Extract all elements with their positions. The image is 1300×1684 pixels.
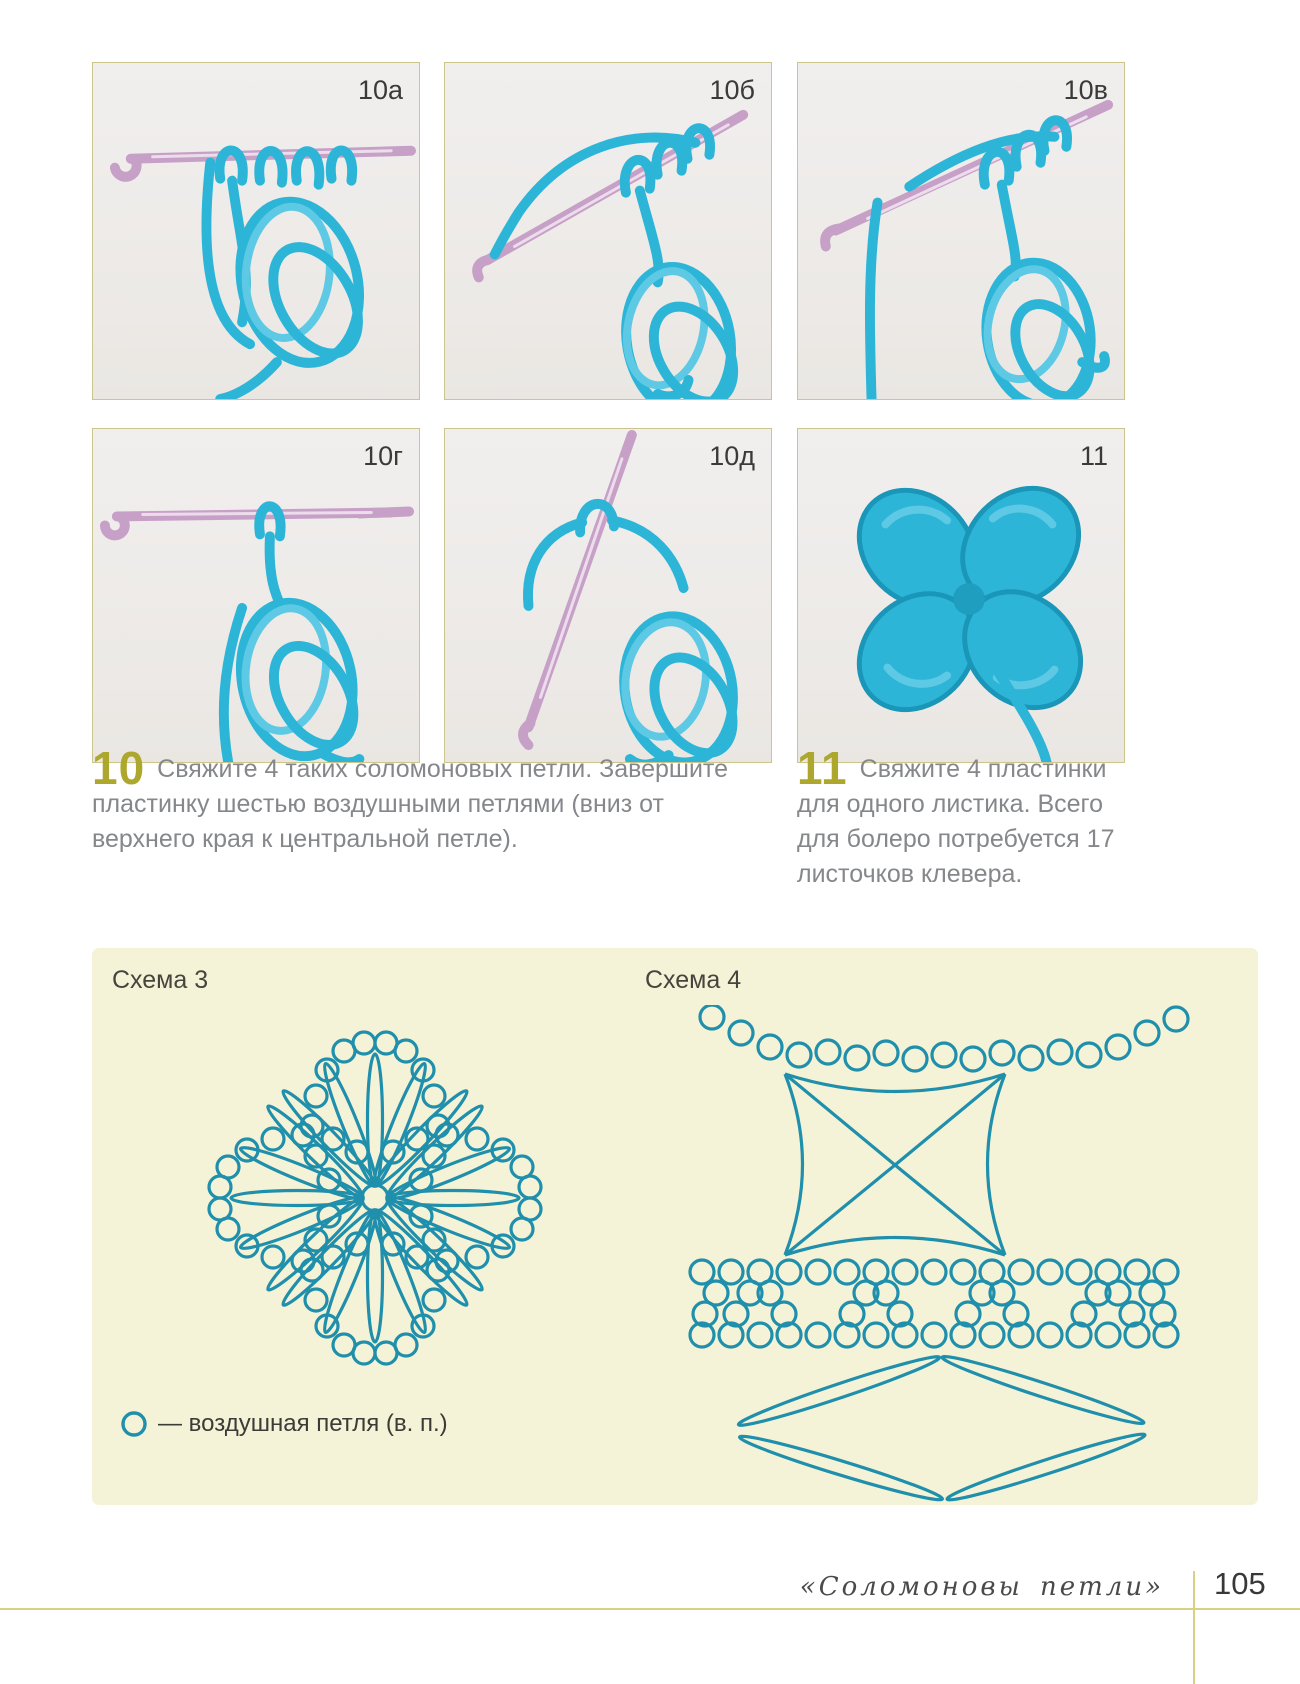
diagram-panel [92,948,1258,1505]
yarn-photo-illustration [445,429,771,762]
photo-label: 10в [1063,75,1108,105]
step-10-number: 10 [92,742,146,794]
step-10-text: Свяжите 4 таких соломоновых петли. Завершите пластинку шестью воздушными петлями (вниз от верхнего края к центральной петле). [92,755,729,853]
scheme-3-label: Схема 3 [112,966,209,994]
footer-vertical-rule [1193,1571,1195,1684]
photo-label: 11 [1079,441,1108,471]
photo-step-11 [797,428,1125,763]
yarn-photo-illustration [445,63,771,399]
photo-label: 10д [709,441,755,471]
step-10-paragraph [92,742,752,857]
page-number: 105 [1214,1566,1266,1601]
footer-horizontal-rule [0,1608,1300,1610]
photo-label: 10б [709,75,755,105]
photo-step-10g [92,428,420,763]
scheme-4-label: Схема 4 [645,966,742,994]
step-11-number: 11 [797,742,848,794]
photo-step-10d [444,428,772,763]
yarn-photo-illustration [798,63,1124,399]
solomon-cross [785,1074,1005,1255]
yarn-photo-illustration [93,429,419,762]
photo-step-10a [92,62,420,400]
photo-label: 10а [357,75,403,105]
scheme-4-chart [675,1005,1215,1505]
step-11-text: Свяжите 4 пластинки для одного листика. Всего для болеро потребуется 17 листочков клевера. [797,755,1115,888]
clover-chart-group [209,1032,541,1364]
chain-band [690,1260,1178,1347]
chain-arc [700,1005,1188,1071]
loop-diamond [736,1351,1147,1505]
legend-text: — воздушная петля (в. п.) [158,1410,448,1437]
photo-step-10b [444,62,772,400]
chain-stitch-icon [120,1410,148,1438]
legend [120,1410,448,1438]
clover-photo-illustration [798,429,1124,762]
yarn-photo-illustration [93,63,419,399]
step-11-paragraph [797,742,1132,892]
photo-label: 10г [363,441,403,471]
chapter-script-title: «Соломоновы петли» [799,1572,1164,1602]
scheme-3-chart [190,995,560,1375]
photo-step-10v [797,62,1125,400]
